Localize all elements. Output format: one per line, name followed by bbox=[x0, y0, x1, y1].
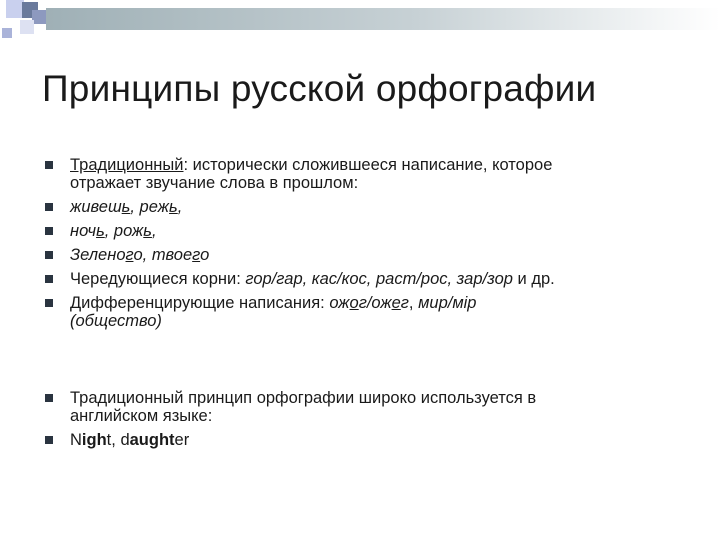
square-bullet-icon bbox=[45, 161, 53, 169]
list-item: Традиционный принцип орфографии широко используется в английском языке: bbox=[44, 389, 684, 425]
square-bullet-icon bbox=[45, 436, 53, 444]
bullet-list-english bbox=[44, 389, 684, 455]
deco-square-small bbox=[2, 28, 12, 38]
decorative-header bbox=[0, 0, 720, 60]
square-bullet-icon bbox=[45, 275, 53, 283]
list-item: Чередующиеся корни: гор/гар, кас/кос, раст/рос, зар/зор и др. bbox=[44, 270, 684, 288]
bullet-list bbox=[44, 156, 684, 336]
example-words: ожог/ожег bbox=[329, 294, 409, 312]
list-item bbox=[44, 222, 684, 240]
deco-square-mid bbox=[32, 10, 46, 24]
list-item bbox=[44, 198, 684, 216]
list-item bbox=[44, 431, 684, 449]
list-item: Дифференцирующие написания: ожог/ожег, мир/мір (общество) bbox=[44, 294, 684, 330]
header-band bbox=[46, 8, 720, 30]
example-words: живешь, режь, bbox=[70, 198, 183, 216]
english-examples: Night, daughter bbox=[70, 431, 190, 449]
slide-title: Принципы русской орфографии bbox=[42, 68, 597, 109]
example-words: Зеленого, твоего bbox=[70, 246, 210, 264]
list-item bbox=[44, 246, 684, 264]
square-bullet-icon bbox=[45, 203, 53, 211]
list-item: Традиционный: исторически сложившееся написание, которое отражает звучание слова в прошлом: bbox=[44, 156, 684, 192]
square-bullet-icon bbox=[45, 299, 53, 307]
root-examples: гор/гар, кас/кос, раст/рос, зар/зор bbox=[245, 270, 513, 288]
square-bullet-icon bbox=[45, 394, 53, 402]
square-bullet-icon bbox=[45, 227, 53, 235]
example-words: ночь, рожь, bbox=[70, 222, 157, 240]
term: Традиционный bbox=[70, 156, 184, 174]
square-bullet-icon bbox=[45, 251, 53, 259]
deco-square-pale bbox=[20, 20, 34, 34]
deco-square-light bbox=[6, 0, 24, 18]
